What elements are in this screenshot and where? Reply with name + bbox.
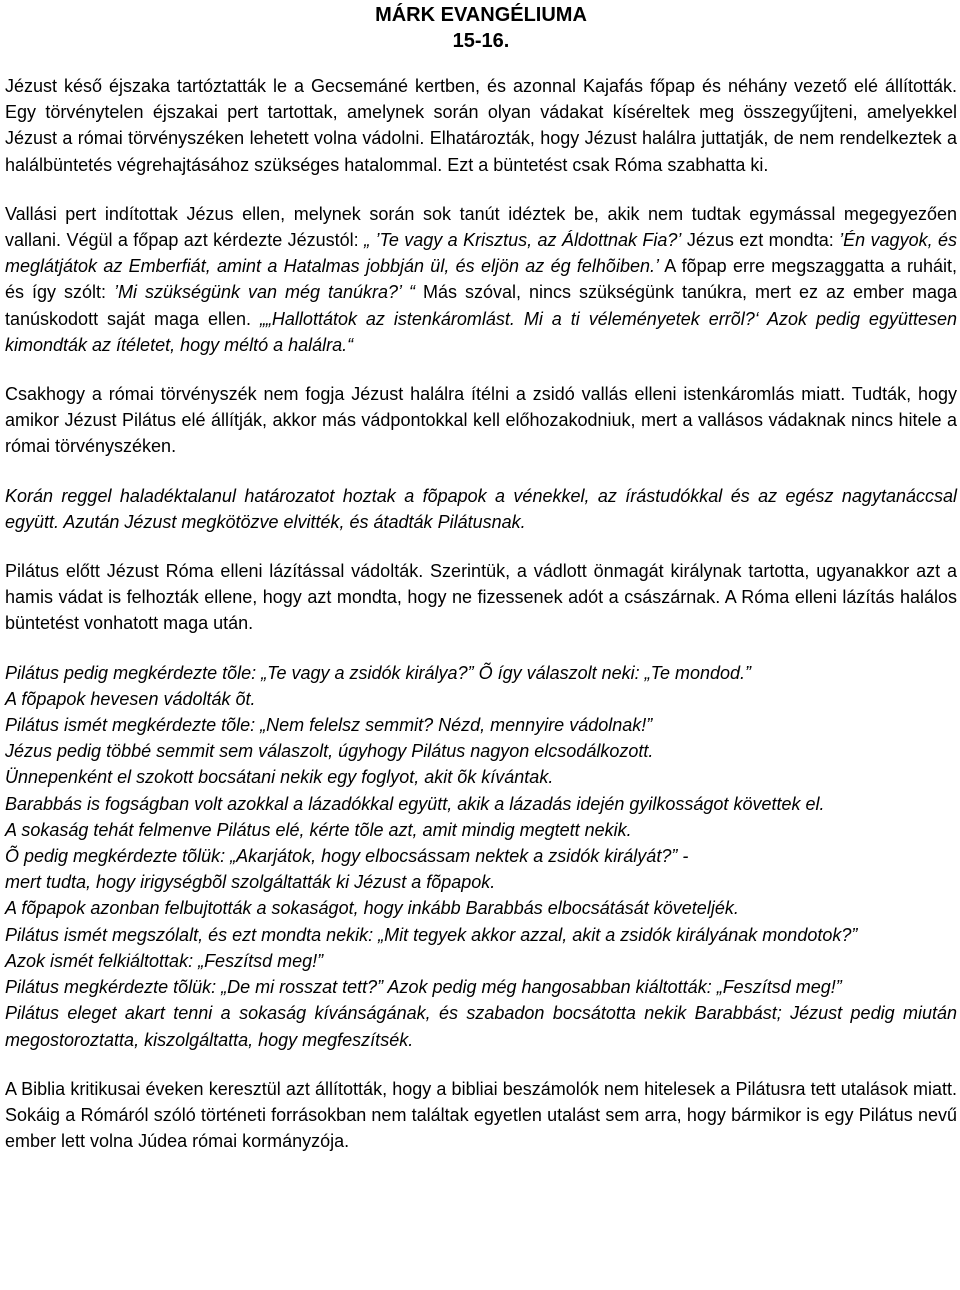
verse-line: Barabbás is fogságban volt azokkal a lázadókkal együtt, akik a lázadás idején gyilkosságot követtek el. — [5, 793, 825, 814]
quote-run: „ ’Te vagy a Krisztus, az Áldottnak Fia?’ — [364, 230, 682, 251]
verse-line: Jézus pedig többé semmit sem válaszolt, úgyhogy Pilátus nagyon elcsodálkozott. — [5, 741, 654, 762]
text-run: Jézus ezt mondta: — [681, 230, 840, 251]
quote-run: ’Mi szükségünk van még tanúkra?’ “ — [113, 282, 416, 303]
verse-line: Õ pedig megkérdezte tõlük: „Akarjátok, hogy elbocsássam nektek a zsidók királyát?” - — [5, 846, 689, 867]
document-title: MÁRK EVANGÉLIUMA — [375, 4, 587, 26]
paragraph-religious-trial — [5, 201, 957, 358]
paragraph-morning-council: Korán reggel haladéktalanul határozatot hoztak a fõpapok a vénekkel, az írástudókkal és az egész nagytanáccsal együtt. Azután Jézust megkötözve elvitték, és átadták Pilátusnak. — [5, 485, 957, 532]
quote-run: „„Hallottátok az istenkáromlást. Mi a ti véleményetek errõl?‘ Azok pedig együttesen kimondták az ítéletet, hogy méltó a halálra.“ — [5, 308, 958, 355]
verse-line: Pilátus ismét megszólalt, és ezt mondta nekik: „Mit tegyek akkor azzal, akit a zsidók királyának mondotok?” — [5, 924, 858, 945]
verse-line: Pilátus pedig megkérdezte tõle: „Te vagy a zsidók királya?” Õ így válaszolt neki: „Te mondod.” — [5, 662, 752, 683]
verse-line: Pilátus megkérdezte tõlük: „De mi rosszat tett?” Azok pedig még hangosabban kiáltották: „Feszítsd meg!” — [5, 977, 842, 998]
verse-line: A fõpapok hevesen vádolták õt. — [5, 688, 256, 709]
verse-line: mert tudta, hogy irigységbõl szolgáltatták ki Jézust a fõpapok. — [5, 872, 496, 893]
paragraph-bible-critics: A Biblia kritikusai éveken keresztül azt állították, hogy a bibliai beszámolók nem hitelesek a Pilátusra tett utalások miatt. Sokáig a Rómáról szóló történeti forrásokban nem találtak egyetlen utalást sem arra, hogy bármikor is egy Pilátus nevű ember lett volna Júdea római kormányzója. — [5, 1078, 957, 1152]
paragraph-arrest: Jézust késő éjszaka tartóztatták le a Gecsemáné kertben, és azonnal Kajafás főpap és néhány vezető elé állították. Egy törvénytelen éjszakai pert tartottak, amelynek során olyan vádakat kíséreltek meg összegyűjteni, amelyekkel Jézust a római törvényszéken lehetett volna vádolni. Elhatározták, hogy Jézust halálra juttatják, de nem rendelkeztek a halálbüntetés végrehajtásához szükséges hatalommal. Ezt a büntetést csak Róma szabhatta ki. — [5, 76, 957, 175]
verse-line: Azok ismét felkiáltottak: „Feszítsd meg!” — [5, 950, 324, 971]
paragraph-roman-court: Csakhogy a római törvényszék nem fogja Jézust halálra ítélni a zsidó vallás elleni istenkáromlás miatt. Tudták, hogy amikor Jézust Pilátus elé állítják, akkor más vádpontokkal kell előhozakodniuk, mert a vallásos vádaknak nincs hitele a római törvényszéken. — [5, 384, 957, 457]
chapter-reference: 15-16. — [452, 30, 510, 52]
verse-block — [5, 660, 957, 1053]
verse-line: A fõpapok azonban felbujtották a sokaságot, hogy inkább Barabbás elbocsátását követeljék. — [5, 898, 739, 919]
text-run: A fõpap erre megszaggatta a ruháit, és így szólt: — [5, 256, 957, 303]
verse-line: Pilátus ismét megkérdezte tõle: „Nem felelsz semmit? Nézd, mennyire vádolnak!” — [5, 715, 653, 736]
verse-line: Ünnepenként el szokott bocsátani nekik egy foglyot, akit õk kívántak. — [5, 767, 554, 788]
quote-run: ’Én vagyok, és meglátjátok az Emberfiát, amint a Hatalmas jobbján ül, és eljön az ég felhõiben.’ — [5, 230, 958, 277]
verse-line: Pilátus eleget akart tenni a sokaság kívánságának, és szabadon bocsátotta nekik Barabbást; Jézust pedig miután megostoroztatta, kiszolgáltatta, hogy megfeszítsék. — [5, 1003, 957, 1050]
text-run: Vallási pert indítottak Jézus ellen, melynek során sok tanút idéztek be, akik nem tudtak egymással megegyezően vallani. Végül a főpap azt kérdezte Jézustól: — [5, 203, 957, 251]
text-run: Más szóval, nincs szükségünk tanúkra, mert ez az ember maga tanúskodott saját maga ellen. — [5, 282, 958, 329]
paragraph-pilate-accusation: Pilátus előtt Jézust Róma elleni lázítással vádolták. Szerintük, a vádlott önmagát királynak tartotta, ugyanakkor azt a hamis vádat is felhozták ellene, hogy azt mondta, hogy ne fizessenek adót a császárnak. A Róma elleni lázítás halálos büntetést vonhatott maga után. — [5, 561, 957, 634]
verse-line: A sokaság tehát felmenve Pilátus elé, kérte tõle azt, amit mindig megtett nekik. — [5, 819, 632, 840]
